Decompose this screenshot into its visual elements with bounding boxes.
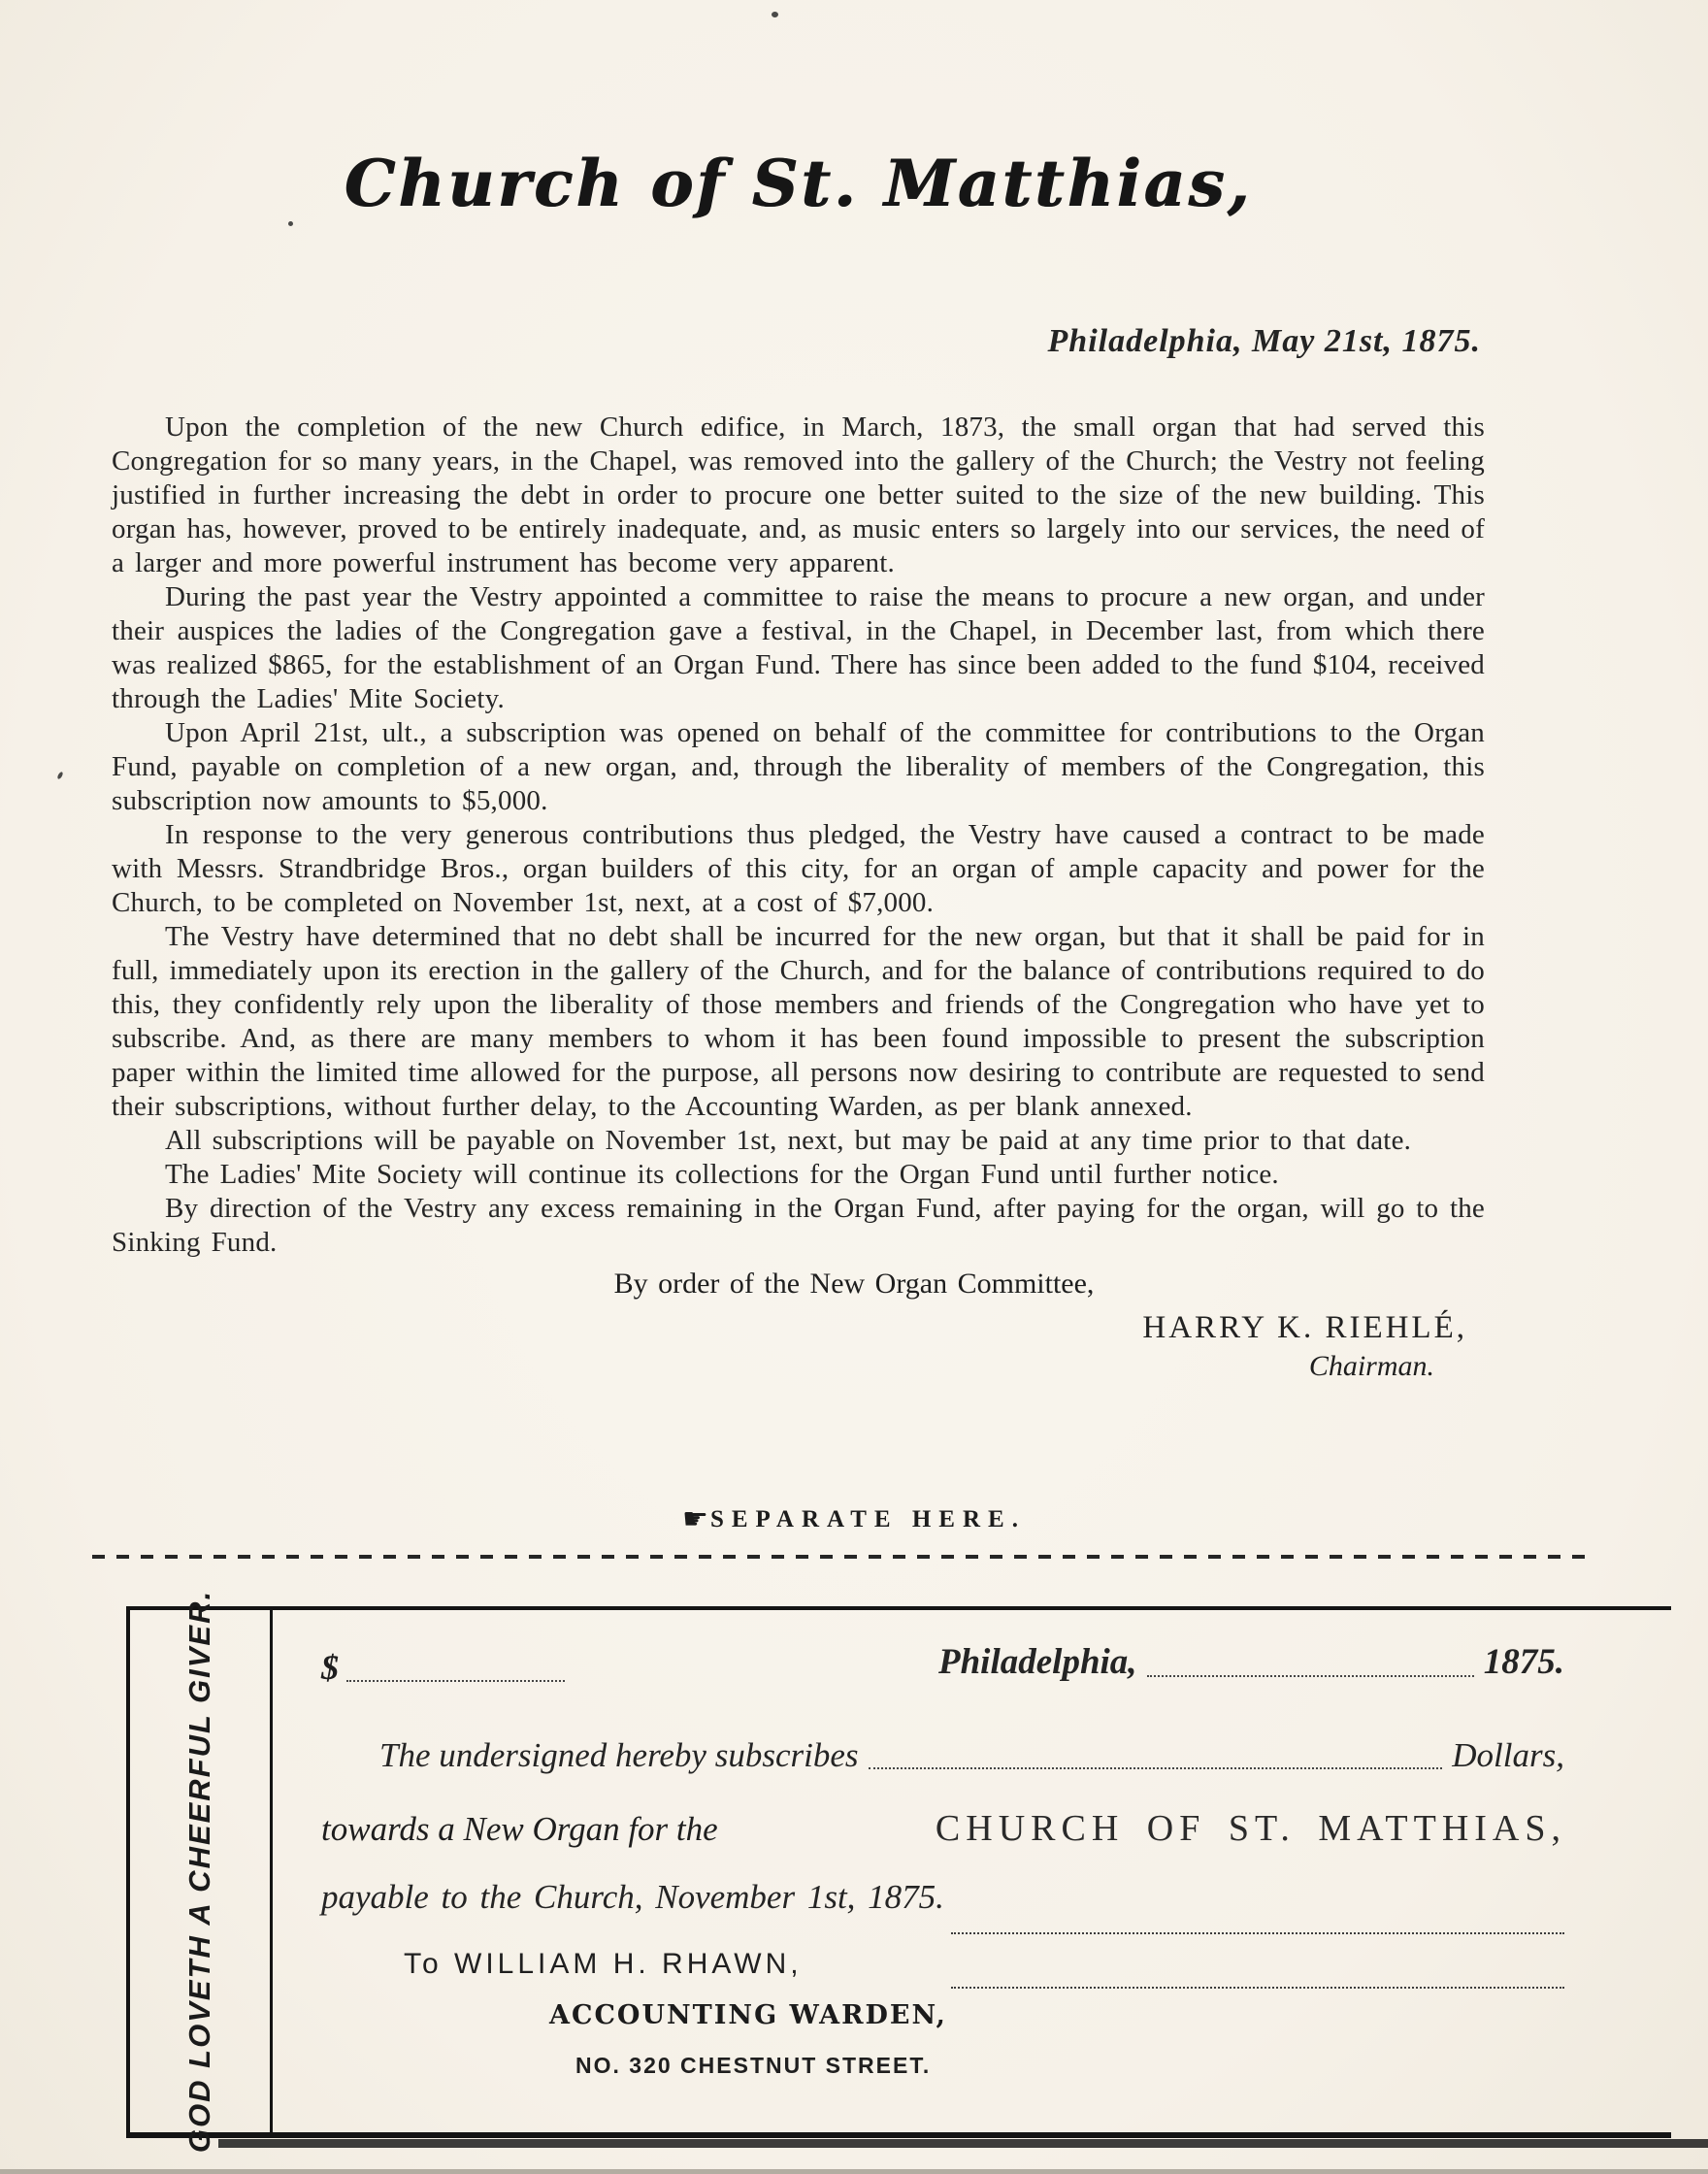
towards-text: towards a New Organ for the <box>321 1810 718 1848</box>
date-blank-field <box>1147 1675 1474 1677</box>
separate-here-text: SEPARATE HERE. <box>709 1506 1026 1532</box>
church-name-caps: CHURCH OF ST. MATTHIAS, <box>935 1808 1566 1849</box>
subscribe-row <box>379 1736 1564 1775</box>
separate-here-label <box>0 1502 1708 1536</box>
warden-title-line: ACCOUNTING WARDEN, <box>549 2000 947 2030</box>
subscriber-address-blank-field <box>951 1987 1564 1989</box>
page-title: Church of St. Matthias, <box>344 146 1253 221</box>
dateline: Philadelphia, May 21st, 1875. <box>1047 323 1481 359</box>
signature-title: Chairman. <box>1308 1350 1434 1382</box>
scan-speck <box>772 12 778 17</box>
letter-paragraph: Upon April 21st, ult., a subscription was opened on behalf of the committee for contributions to the Organ Fund, payable on completion of a new organ, and, through the liberality of members of the Congregation, this subscription now amounts to $5,000. <box>112 717 1485 816</box>
amount-row <box>321 1647 565 1688</box>
scan-speck <box>56 772 63 780</box>
pointing-hand-icon: ☛ <box>682 1502 708 1536</box>
letter-paragraph: Upon the completion of the new Church edifice, in March, 1873, the small organ that had served this Congregation for so many years, in the Chapel, was removed into the gallery of the Church; the Vestry not feeling justified in further increasing the debt in order to procure one better suited to the size of the new building. This organ has, however, proved to be entirely inadequate, and, as music enters so largely into our services, the need of a larger and more powerful instrument has become very apparent. <box>112 412 1485 578</box>
subscribe-text: The undersigned hereby subscribes <box>379 1736 859 1774</box>
subscription-form <box>273 1610 1671 2132</box>
letter-paragraph: The Ladies' Mite Society will continue its collections for the Organ Fund until further notice. <box>165 1159 1279 1190</box>
letter-paragraph: By direction of the Vestry any excess remaining in the Organ Fund, after paying for the organ, will go to the Sinking Fund. <box>112 1193 1485 1258</box>
letter-body <box>112 0 1485 1383</box>
scan-bottom-edge <box>0 2169 1708 2174</box>
dollar-sign: $ <box>321 1648 339 1687</box>
city-label: Philadelphia, <box>938 1642 1137 1682</box>
subscriber-name-blank-field <box>951 1932 1564 1934</box>
subscription-slip <box>126 1589 1671 2154</box>
towards-row <box>321 1807 1566 1850</box>
letter-paragraph: In response to the very generous contributions thus pledged, the Vestry have caused a contract to be made with Messrs. Strandbridge Bros., organ builders of this city, for an organ of ample capacity and power for the Church, to be completed on November 1st, next, at a cost of $7,000. <box>112 819 1485 918</box>
dollars-label: Dollars, <box>1452 1736 1564 1774</box>
amount-blank-field <box>346 1680 565 1682</box>
letter-paragraph: All subscriptions will be payable on November 1st, next, but may be paid at any time prior to that date. <box>165 1125 1412 1156</box>
warden-name-line: To WILLIAM H. RHAWN, <box>404 1948 803 1980</box>
letter-paragraph: During the past year the Vestry appointed a committee to raise the means to procure a new organ, and under their auspices the ladies of the Congregation gave a festival, in the Chapel, in December last, from which there was realized $865, for the establishment of an Organ Fund. There has since been added to the fund $104, received through the Ladies' Mite Society. <box>112 581 1485 714</box>
warden-address-line: NO. 320 CHESTNUT STREET. <box>575 2053 932 2078</box>
scan-speck <box>288 221 293 226</box>
motto-text: GOD LOVETH A CHEERFUL GIVER. <box>182 1589 216 2154</box>
year-label: 1875. <box>1483 1642 1564 1682</box>
signature-name: HARRY K. RIEHLÉ, <box>1142 1310 1467 1345</box>
cut-line <box>92 1555 1596 1559</box>
closing-by-order: By order of the New Organ Committee, <box>613 1268 1095 1300</box>
letter-paragraph: The Vestry have determined that no debt shall be incurred for the new organ, but that it shall be paid for in full, immediately upon its erection in the gallery of the Church, and for the balance of contributions required to do this, they confidently rely upon the liberality of those members and friends of the Congregation who have yet to subscribe. And, as there are many members to whom it has been found impossible to present the subscription paper within the limited time allowed for the purpose, all persons now desiring to contribute are requested to send their subscriptions, without further delay, to the Accounting Warden, as per blank annexed. <box>112 921 1485 1122</box>
motto-strip <box>130 1589 273 2154</box>
date-row <box>938 1641 1564 1683</box>
letter-text <box>112 411 1485 1260</box>
payable-text: payable to the Church, November 1st, 1875. <box>321 1878 944 1916</box>
amount-words-blank-field <box>869 1767 1443 1769</box>
scan-edge-shadow <box>218 2139 1708 2148</box>
